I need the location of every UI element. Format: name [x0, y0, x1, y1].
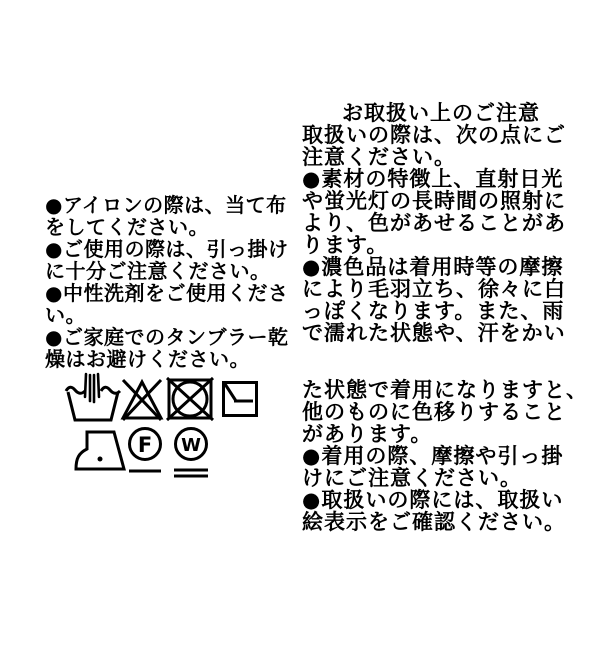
hand-wash-icon [64, 371, 122, 423]
note-line: をしてください。 [45, 215, 209, 239]
note-line: 注意ください。 [302, 145, 456, 169]
note-line: ●素材の特徴上、直射日光 [302, 167, 564, 191]
handling-notes-lower [302, 379, 588, 533]
note-line: 取扱いの際は、次の点にご [302, 123, 566, 147]
iron-low-heat-icon [72, 428, 126, 472]
note-line: ●中性洗剤をご使用くださ [45, 281, 289, 305]
note-line: や蛍光灯の長時間の照射に [302, 189, 566, 213]
dry-flat-in-shade-icon [221, 380, 259, 418]
wet-clean-gentle-icon [170, 426, 212, 480]
note-line: で濡れた状態や、汗をかい [302, 321, 566, 345]
note-line: ●濃色品は着用時等の摩擦 [302, 255, 564, 279]
note-line: 他のものに色移りすること [302, 400, 566, 424]
dry-clean-letter: F [137, 433, 153, 457]
note-line: ●取扱いの際には、取扱い [302, 488, 564, 512]
note-line: ります。 [302, 233, 389, 257]
note-line: た状態で着用になりますと、 [302, 378, 588, 402]
note-line: ●着用の際、摩擦や引っ掛 [302, 444, 564, 468]
do-not-tumble-dry-icon [165, 376, 215, 422]
note-line: に十分ご注意ください。 [45, 259, 271, 283]
note-line: より、色があせることがあ [302, 211, 566, 235]
note-line: があります。 [302, 422, 433, 446]
note-line: ●ご使用の際は、引っ掛け [45, 237, 289, 261]
note-line: ●アイロンの際は、当て布 [45, 193, 287, 217]
note-line: 絵表示をご確認ください。 [302, 510, 566, 534]
handling-notes-heading: お取扱い上のご注意 [342, 101, 540, 125]
note-line: により毛羽立ち、徐々に白 [302, 277, 566, 301]
note-line: けにご注意ください。 [302, 466, 522, 490]
note-line: っぽくなります。また、雨 [302, 299, 565, 323]
left-notes [45, 194, 288, 370]
wet-clean-letter: W [181, 435, 201, 456]
dry-clean-petroleum-icon [126, 426, 164, 476]
do-not-bleach-icon [120, 377, 164, 423]
note-line: い。 [45, 303, 86, 327]
note-line: 燥はお避けください。 [45, 347, 250, 371]
handling-notes-upper [302, 102, 566, 344]
note-line: ●ご家庭でのタンブラー乾 [45, 325, 289, 349]
